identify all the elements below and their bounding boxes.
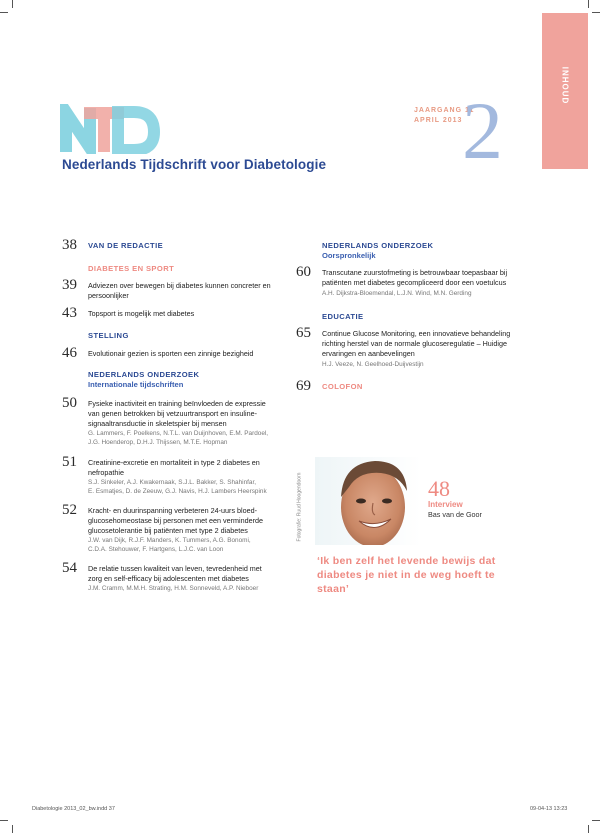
feature-label: Interview xyxy=(428,500,463,509)
article-title: Topsport is mogelijk met diabetes xyxy=(88,309,195,318)
author-line: S.J. Sinkeler, A.J. Kwakernaak, S.J.L. Bakker, S. Shahinfar, xyxy=(88,479,257,486)
title-line: De relatie tussen kwaliteit van leven, tevredenheid met xyxy=(88,564,262,573)
title-line: Creatinine-excretie en mortaliteit in type 2 diabetes en xyxy=(88,458,260,467)
photo-credit xyxy=(295,470,307,550)
author-line: H.J. Veeze, N. Geelhoed-Duijvestijn xyxy=(322,361,424,368)
page-number: 54 xyxy=(62,560,77,576)
author-line: G. Lammers, F. Poelkens, N.T.L. van Duijnhoven, E.M. Pardoel, xyxy=(88,430,269,437)
ntd-logo xyxy=(58,104,160,154)
quote-line: staan’ xyxy=(317,583,350,595)
author-line: C.D.A. Stehouwer, F. Hartgens, L.J.C. van Loon xyxy=(88,545,224,553)
title-line: Fysieke inactiviteit en training beïnvloeden de expressie xyxy=(88,399,266,408)
article-title: Evolutionair gezien is sporten een zinnige bezigheid xyxy=(88,349,254,358)
page-number: 52 xyxy=(62,502,77,518)
page-number: 43 xyxy=(62,305,77,321)
subsection-heading: Oorspronkelijk xyxy=(322,251,376,260)
page-number: 60 xyxy=(296,264,311,280)
title-line: van genen betrokken bij vetzuurtransport en insuline- xyxy=(88,409,258,418)
article-title xyxy=(88,399,266,429)
article-authors xyxy=(88,537,251,554)
page-number: 51 xyxy=(62,454,77,470)
article-authors xyxy=(322,290,472,299)
title-line: Transcutane zuurstofmeting is betrouwbaar toepasbaar bij xyxy=(322,268,508,277)
page-number: 69 xyxy=(296,378,311,394)
photo-credit-text: Fotografie: Ruud Hoogendoorn xyxy=(296,472,303,542)
crop-mark xyxy=(12,0,13,8)
feature-page-number: 48 xyxy=(428,476,450,501)
title-line: richting herstel van de normale glucoseregulatie – Huidige xyxy=(322,339,507,348)
section-tab xyxy=(542,13,588,169)
author-line: J.W. van Dijk, R.J.F. Manders, K. Tummers, A.G. Bonomi, xyxy=(88,537,251,544)
author-line: A.H. Dijkstra-Bloemendal, L.J.N. Wind, M.N. Gerding xyxy=(322,290,472,297)
title-line: Kracht- en duurinspanning verbeteren 24-uurs bloed- xyxy=(88,506,258,515)
author-line: E. Esmatjes, D. de Zeeuw, G.J. Navis, H.J. Lambers Heerspink xyxy=(88,487,267,495)
article-title xyxy=(88,506,263,536)
author-line: J.M. Cramm, M.M.H. Strating, H.M. Sonneveld, A.P. Nieboer xyxy=(88,585,259,592)
crop-mark xyxy=(0,12,8,13)
article-title xyxy=(322,329,510,359)
title-line: signaaltransductie in skeletspier bij mensen xyxy=(88,419,227,428)
title-line: zorg en self-efficacy bij adolescenten met diabetes xyxy=(88,574,249,583)
subsection-heading: Internationale tijdschriften xyxy=(88,380,184,389)
article-authors xyxy=(322,361,424,370)
crop-mark xyxy=(592,820,600,821)
title-line: persoonlijker xyxy=(88,291,129,300)
crop-mark xyxy=(588,825,589,833)
title-line: patiënten met diabetes gecompliceerd door een voetulcus xyxy=(322,278,507,287)
article-title xyxy=(322,268,507,288)
title-line: nefropathie xyxy=(88,468,124,477)
feature-name: Bas van de Goor xyxy=(428,510,482,519)
section-heading: STELLING xyxy=(88,331,129,340)
journal-title: Nederlands Tijdschrift voor Diabetologie xyxy=(62,157,327,172)
title-line: glucosehomeostase bij personen met een verminderde xyxy=(88,516,263,525)
title-line: Continue Glucose Monitoring, een innovatieve behandeling xyxy=(322,329,511,338)
issue-date: APRIL 2013 xyxy=(414,117,463,124)
page-number: 46 xyxy=(62,345,77,361)
title-line: ervaringen en aanbevelingen xyxy=(322,349,415,358)
page-number: 39 xyxy=(62,277,77,293)
title-line: glucosetolerantie bij patiënten met type 2 diabetes xyxy=(88,526,248,535)
section-heading: NEDERLANDS ONDERZOEK xyxy=(88,370,200,379)
page-number: 50 xyxy=(62,395,77,411)
portrait-photo xyxy=(315,457,421,545)
print-slug: Diabetologie 2013_02_bw.indd 37 xyxy=(32,806,115,812)
crop-mark xyxy=(12,825,13,833)
section-heading: EDUCATIE xyxy=(322,312,364,321)
tab-label: INHOUD xyxy=(560,66,570,105)
crop-mark xyxy=(0,820,8,821)
section-heading: DIABETES EN SPORT xyxy=(88,264,175,273)
article-title xyxy=(88,564,262,584)
issue-number: 2 xyxy=(462,85,503,176)
volume: JAARGANG 11 xyxy=(414,107,475,114)
section-heading: VAN DE REDACTIE xyxy=(88,241,164,250)
quote-line: ‘Ik ben zelf het levende bewijs dat xyxy=(317,555,496,567)
pull-quote xyxy=(317,554,537,596)
article-authors xyxy=(88,585,258,594)
quote-line: diabetes je niet in de weg hoeft te xyxy=(317,569,495,581)
title-line: Adviezen over bewegen bij diabetes kunnen concreter en xyxy=(88,281,271,290)
section-heading: COLOFON xyxy=(322,382,363,391)
page-number: 65 xyxy=(296,325,311,341)
crop-mark xyxy=(588,0,589,8)
article-authors xyxy=(88,479,267,496)
article-authors xyxy=(88,430,268,447)
author-line: J.G. Hoenderop, D.H.J. Thijssen, M.T.E. Hopman xyxy=(88,438,228,446)
page-number: 38 xyxy=(62,237,77,253)
crop-mark xyxy=(592,12,600,13)
article-title xyxy=(88,458,260,478)
section-heading: NEDERLANDS ONDERZOEK xyxy=(322,241,434,250)
print-timestamp: 09-04-13 13:23 xyxy=(530,806,568,812)
article-title xyxy=(88,281,271,301)
